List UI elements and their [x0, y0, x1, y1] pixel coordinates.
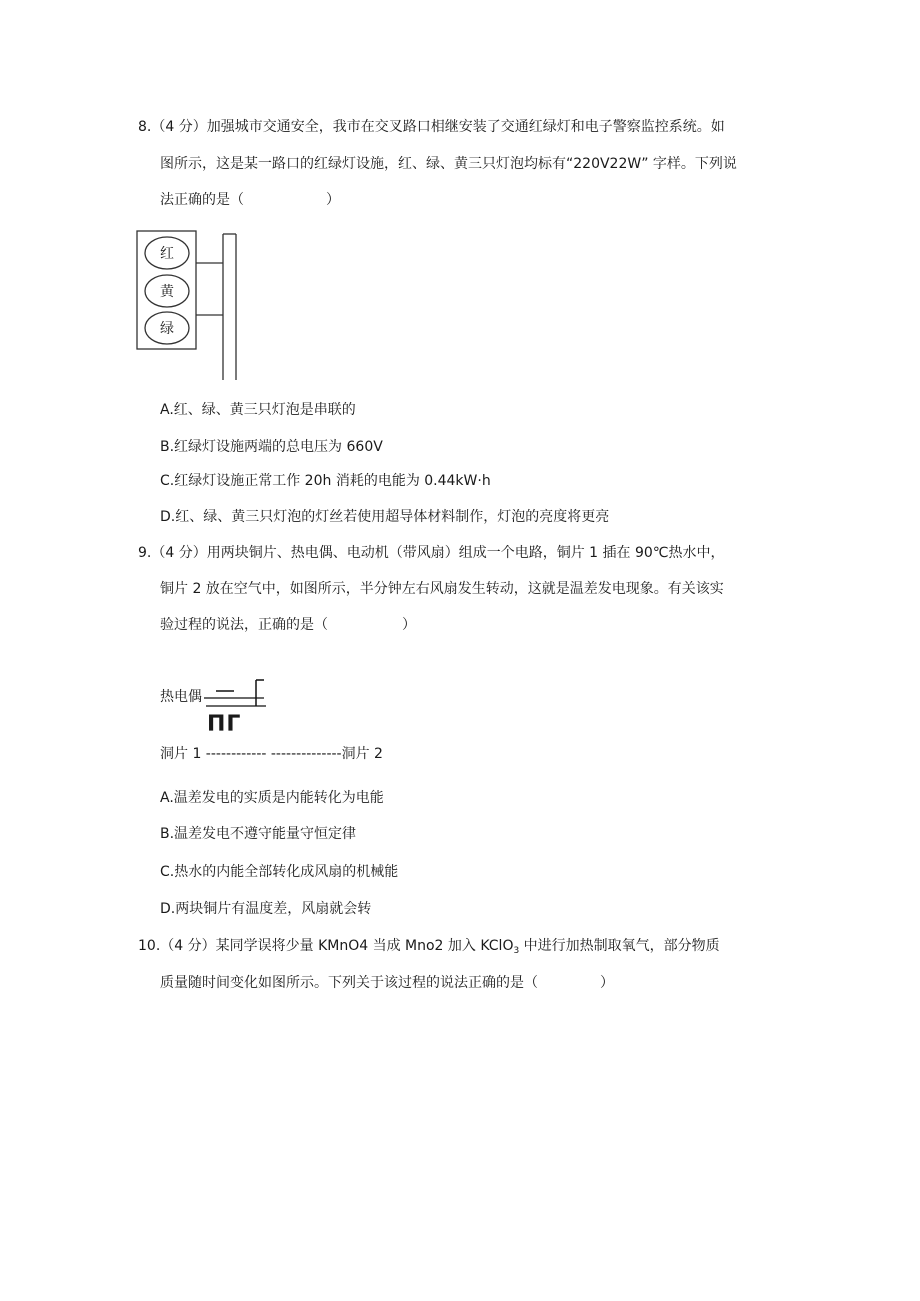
q10-number: 10. [138, 938, 161, 954]
q10-stem-line1-a: （4 分）某同学误将少量 KMnO4 当成 Mno2 加入 KClO [160, 938, 514, 954]
green-lamp-label: 绿 [160, 321, 174, 337]
q10-stem-line2-text: 质量随时间变化如图所示。下列关于该过程的说法正确的是（ [160, 975, 538, 991]
q8-stem-line3-close: ） [326, 192, 340, 208]
q9-stem-line3 [160, 615, 416, 635]
copper-plates-label: 洞片 1 ------------ --------------洞片 2 [160, 746, 383, 762]
q8-stem-line2: 图所示，这是某一路口的红绿灯设施，红、绿、黄三只灯泡均标有“220V22W” 字样。下列说 [160, 156, 737, 172]
q10-stem-line1-b: 中进行加热制取氧气，部分物质 [519, 938, 720, 954]
q8-line1 [138, 117, 725, 137]
q8-option-b: B.红绿灯设施两端的总电压为 660V [160, 439, 383, 455]
thermocouple-figure [204, 678, 272, 714]
thermocouple-label: 热电偶 [160, 689, 202, 705]
q9-option-b: B.温差发电不遵守能量守恒定律 [160, 826, 357, 842]
q8-number: 8. [138, 119, 152, 135]
q9-stem-line2: 铜片 2 放在空气中，如图所示，半分钟左右风扇发生转动，这就是温差发电现象。有关该实 [160, 581, 724, 597]
q8-stem-line3 [160, 190, 340, 210]
q8-stem-line1: （4 分）加强城市交通安全，我市在交叉路口相继安装了交通红绿灯和电子警察监控系统。如 [151, 119, 725, 135]
q8-option-c: C.红绿灯设施正常工作 20h 消耗的电能为 0.44kW·h [160, 473, 491, 489]
q8-option-a: A.红、绿、黄三只灯泡是串联的 [160, 402, 356, 418]
q10-subscript: 3 [513, 946, 520, 956]
q8-stem-line3-text: 法正确的是（ [160, 192, 244, 208]
q10-stem-line2 [160, 973, 614, 993]
circuit-glyphs: ΠΓ [207, 712, 242, 737]
traffic-light-figure [134, 229, 244, 383]
q9-line1 [138, 543, 725, 563]
q10-line1 [138, 936, 720, 956]
q10-stem-line2-close: ） [600, 975, 614, 991]
q9-stem-line1: （4 分）用两块铜片、热电偶、电动机（带风扇）组成一个电路，铜片 1 插在 90℃热水中， [151, 545, 725, 561]
q9-option-d: D.两块铜片有温度差，风扇就会转 [160, 901, 372, 917]
q9-option-c: C.热水的内能全部转化成风扇的机械能 [160, 864, 399, 880]
q9-stem-line3-close: ） [402, 617, 416, 633]
q9-stem-line3-text: 验过程的说法，正确的是（ [160, 617, 328, 633]
q9-number: 9. [138, 545, 152, 561]
red-lamp-label: 红 [160, 246, 174, 262]
q8-option-d: D.红、绿、黄三只灯泡的灯丝若使用超导体材料制作，灯泡的亮度将更亮 [160, 509, 610, 525]
yellow-lamp-label: 黄 [160, 284, 174, 300]
q9-option-a: A.温差发电的实质是内能转化为电能 [160, 790, 384, 806]
